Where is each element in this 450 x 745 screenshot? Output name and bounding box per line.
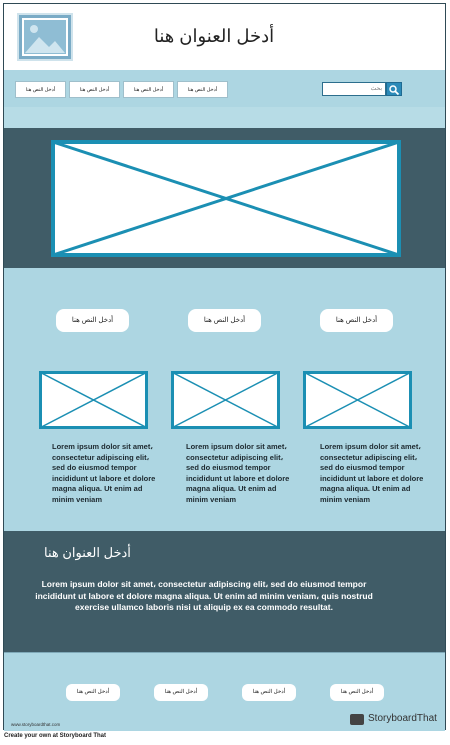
header bbox=[4, 4, 445, 70]
search-box bbox=[322, 82, 402, 96]
text-pill[interactable]: أدخل النص هنا bbox=[56, 309, 129, 332]
card-text: Lorem ipsum dolor sit amet، consectetur adipiscing elit، sed do eiusmod tempor incididunt ut labore et dolore magna aliqua. Ut enim ad minim veniam bbox=[320, 442, 424, 504]
card-text: Lorem ipsum dolor sit amet، consectetur adipiscing elit، sed do eiusmod tempor incididunt ut labore et dolore magna aliqua. Ut enim ad minim veniam bbox=[186, 442, 290, 504]
nav-bar bbox=[4, 70, 445, 107]
footer bbox=[4, 652, 445, 731]
page-frame bbox=[3, 3, 446, 730]
nav-item[interactable]: أدخل النص هنا bbox=[177, 81, 228, 98]
footer-button[interactable]: أدخل النص هنا bbox=[242, 684, 296, 701]
section-title: أدخل العنوان هنا bbox=[44, 545, 131, 560]
footer-button[interactable]: أدخل النص هنا bbox=[66, 684, 120, 701]
search-button[interactable] bbox=[386, 82, 402, 96]
search-input[interactable] bbox=[322, 82, 386, 96]
footer-button[interactable]: أدخل النص هنا bbox=[154, 684, 208, 701]
card-image-placeholder[interactable] bbox=[303, 371, 412, 429]
footer-button[interactable]: أدخل النص هنا bbox=[330, 684, 384, 701]
nav-item[interactable]: أدخل النص هنا bbox=[123, 81, 174, 98]
magnifier-icon bbox=[387, 84, 401, 96]
brand-logo[interactable] bbox=[350, 713, 440, 727]
text-pill[interactable]: أدخل النص هنا bbox=[320, 309, 393, 332]
card-text: Lorem ipsum dolor sit amet، consectetur adipiscing elit، sed do eiusmod tempor incididunt ut labore et dolore magna aliqua. Ut enim ad minim veniam bbox=[52, 442, 156, 504]
below-caption[interactable]: Create your own at Storyboard That bbox=[4, 733, 107, 739]
hero-section bbox=[4, 128, 445, 268]
image-icon[interactable] bbox=[17, 13, 73, 61]
section-paragraph: Lorem ipsum dolor sit amet، consectetur adipiscing elit، sed do eiusmod tempor incididunt ut labore et dolore magna aliqua. Ut enim ad minim veniam، quis nostrud exercise ullamco laboris nisi ut aliquip ex ea commodo resultat. bbox=[35, 579, 373, 612]
hero-image-placeholder[interactable] bbox=[51, 140, 401, 257]
card-image-placeholder[interactable] bbox=[39, 371, 148, 429]
card-image-placeholder[interactable] bbox=[171, 371, 280, 429]
chat-bubble-icon bbox=[350, 714, 364, 725]
page-title: أدخل العنوان هنا bbox=[153, 26, 275, 46]
divider-band bbox=[4, 107, 445, 128]
text-pill[interactable]: أدخل النص هنا bbox=[188, 309, 261, 332]
text-section bbox=[4, 531, 445, 652]
nav-item[interactable]: أدخل النص هنا bbox=[15, 81, 66, 98]
footer-credit: www.storyboardthat.com bbox=[11, 722, 61, 727]
nav-item[interactable]: أدخل النص هنا bbox=[69, 81, 120, 98]
brand-name: StoryboardThat bbox=[368, 713, 437, 724]
